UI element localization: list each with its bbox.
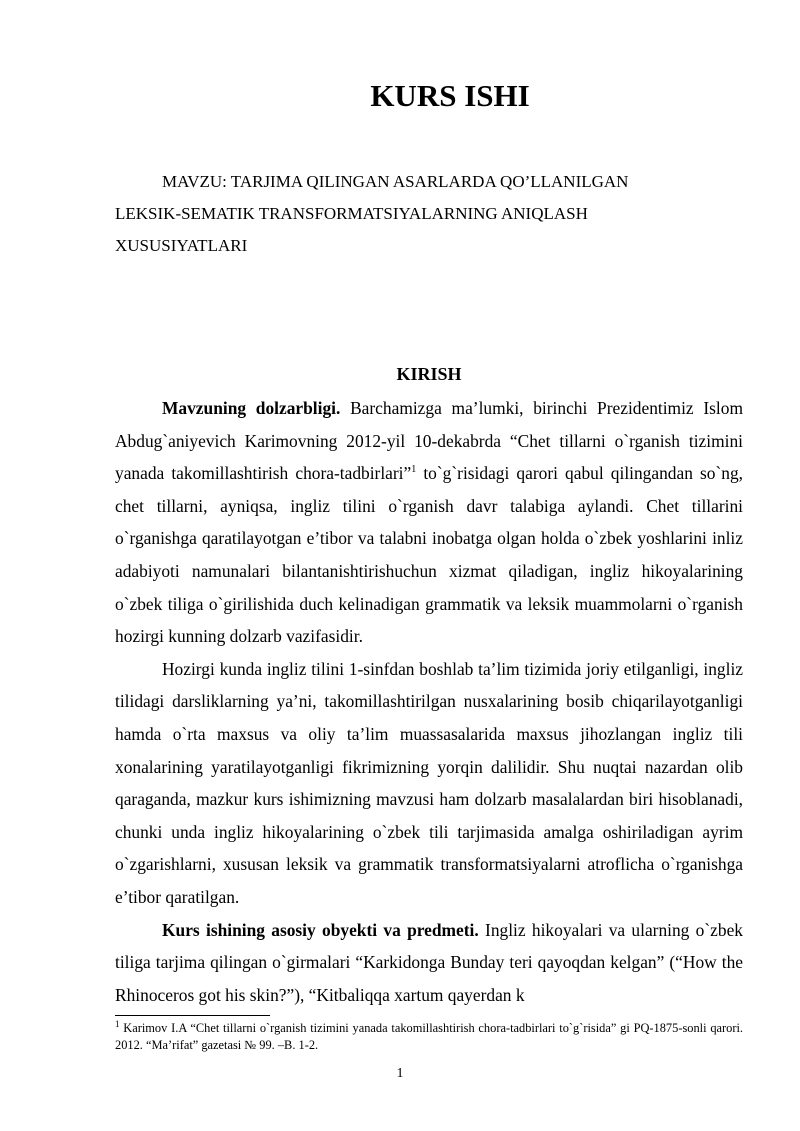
paragraph-text: Ingliz hikoyalari va ularning o`zbek tiliga tarjima qilingan o`girmalari “Karkidonga Bunday teri qayoqdan kelgan” (“How the Rhinoceros got his skin?”), “Kitbaliqqa xartum qayerdan k <box>115 919 743 1005</box>
footnote-text: Karimov I.A “Chet tillarni o`rganish tizimini yanada takomillashtirish chora-tadbirlari to`g`risida” gi PQ-1875-sonli qarori. 2012. “Ma’rifat” gazetasi № 99. –B. 1-2. <box>115 1021 743 1052</box>
paragraph-heading-relevance: Mavzuning dolzarbligi. <box>162 398 341 418</box>
paragraph-text: to`g`risidagi qarori qabul qilingandan so`ng, chet tillarni, ayniqsa, ingliz tilini o`rganish davr talabiga aylandi. Chet tillarini o`rganishga qaratilayotgan e’tibor va talabni inobatga olgan holda o`zbek yoshlarini inliz adabiyoti namunalari bilantanishtirishuchun xizmat qiladigan, ingliz hikoyalarining o`zbek tiliga o`girilishida duch kelinadigan grammatik va leksik muammolarni o`rganish hozirgi kunning dolzarb vazifasidir. <box>115 463 744 647</box>
paragraph-text: Barchamizga ma’lumki, birinchi Prezidentimiz Islom Abdug`aniyevich Karimovning 2012-yil 10-dekabrda “Chet tillarni o`rganish tizimini yanada takomillashtirish chora-tadbirlari” <box>115 398 743 484</box>
topic-line-1: MAVZU: TARJIMA QILINGAN ASARLARDA QO’LLANILGAN <box>162 172 629 191</box>
document-title: KURS ISHI <box>370 78 530 113</box>
topic-line-2: LEKSIK-SEMATIK TRANSFORMATSIYALARNING ANIQLASH <box>115 204 588 223</box>
footnote-reference: 1 <box>411 464 417 476</box>
paragraph-context: Hozirgi kunda ingliz tilini 1-sinfdan boshlab ta’lim tizimida joriy etilganligi, ingliz tilidagi darsliklarning ya’ni, takomillashtirilgan nusxalarining bosib chiqarilayotganligi hamda o`rta maxsus va oliy ta’lim muassasalarida maxsus jihozlangan ingliz tili xonalarining yaratilayotganligi fikrimizning yorqin dalilidir. Shu nuqtai nazardan olib qaraganda, mazkur kurs ishimizning mavzusi ham dolzarb masalalardan biri hisoblanadi, chunki unda ingliz hikoyalarining o`zbek tili tarjimasida amalga oshiriladigan ayrim o`zgarishlarni, xususan leksik va grammatik transformatsiyalarni atroflicha o`rganishga e’tibor qaratilgan. <box>115 658 743 907</box>
body-text <box>115 392 743 1011</box>
paragraph-heading-object: Kurs ishining asosiy obyekti va predmeti. <box>162 919 479 940</box>
topic-line-3: XUSUSIYATLARI <box>115 236 248 255</box>
topic-block <box>115 166 715 262</box>
intro-heading: KIRISH <box>396 364 462 384</box>
footnote <box>115 1020 743 1054</box>
paragraph-object <box>115 914 743 1012</box>
footnote-marker: 1 <box>115 1018 120 1029</box>
page-number: 1 <box>396 1066 404 1081</box>
footnote-separator <box>115 1015 270 1016</box>
paragraph-relevance <box>115 392 743 653</box>
